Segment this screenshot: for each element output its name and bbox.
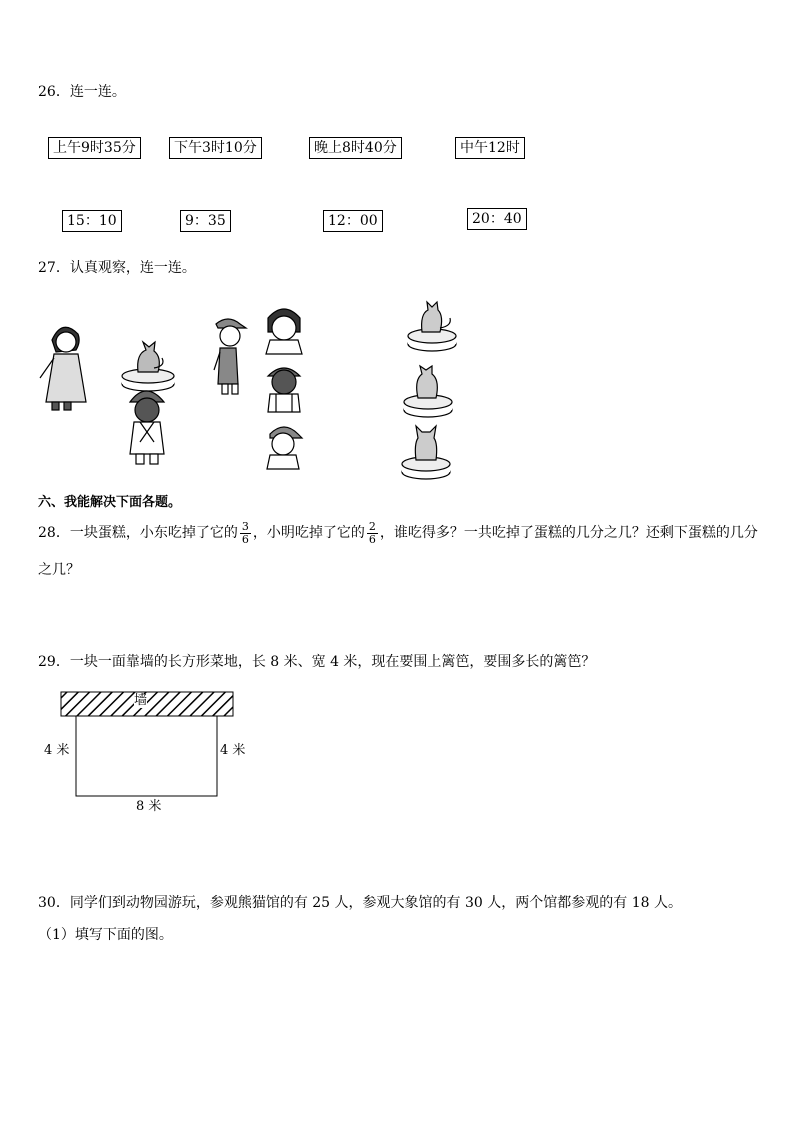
right-side-label: 4 米 [220, 743, 246, 758]
time-box-top-2: 下午3时10分 [169, 137, 262, 159]
time-box-bottom-2: 9：35 [180, 210, 231, 232]
boy-face-icon [267, 427, 302, 469]
q28-fraction-1 [240, 521, 251, 546]
section6-heading: 六、我能解决下面各题。 [38, 495, 182, 510]
child-back-small-icon [268, 368, 300, 412]
q28-line1 [38, 520, 758, 546]
q29-text: 29．一块一面靠墙的长方形菜地，长 8 米、宽 4 米，现在要围上篱笆，要围多长的篱笆？ [38, 654, 596, 670]
wall-label: 墙 [134, 693, 148, 708]
cat-back-pedestal-icon [404, 366, 452, 417]
q28-frac2-denominator: 6 [368, 532, 376, 546]
girl-figure-icon [40, 327, 86, 410]
time-box-top-3: 晚上8时40分 [309, 137, 402, 159]
q28-frac2-numerator: 2 [368, 519, 376, 533]
left-side-label: 4 米 [44, 743, 70, 758]
q28-text-1: 28．一块蛋糕，小东吃掉了它的 [38, 525, 238, 541]
cat-on-pedestal-icon [122, 342, 174, 391]
time-box-bottom-1: 15：10 [62, 210, 122, 232]
garden-rectangle [76, 716, 217, 796]
cat-side-pedestal-icon [408, 302, 456, 351]
q30-text: 30．同学们到动物园游玩，参观熊猫馆的有 25 人，参观大象馆的有 30 人，两个馆都参观的有 18 人。 [38, 895, 682, 911]
time-box-bottom-3: 12：00 [323, 210, 383, 232]
q28-line2: 之几？ [38, 562, 80, 578]
q28-frac1-numerator: 3 [241, 519, 249, 533]
q28-text-3: ，谁吃得多？一共吃掉了蛋糕的几分之几？还剩下蛋糕的几分 [379, 525, 758, 541]
time-box-bottom-4: 20：40 [467, 208, 527, 230]
q28-fraction-2 [367, 521, 378, 546]
q30-sub1: （1）填写下面的图。 [38, 927, 173, 943]
q26-title: 26．连一连。 [38, 84, 126, 100]
q27-title: 27．认真观察，连一连。 [38, 260, 196, 276]
girl-face-icon [266, 309, 302, 354]
time-box-top-4: 中午12时 [455, 137, 525, 159]
q28-frac1-denominator: 6 [241, 532, 249, 546]
child-back-icon [130, 391, 164, 464]
q28-text-2: ，小明吃掉了它的 [252, 525, 365, 541]
time-box-top-1: 上午9时35分 [48, 137, 141, 159]
bottom-side-label: 8 米 [136, 799, 162, 814]
q27-illustration [30, 292, 470, 484]
cat-front-pedestal-icon [402, 426, 450, 479]
boy-cap-side-icon [214, 319, 246, 394]
